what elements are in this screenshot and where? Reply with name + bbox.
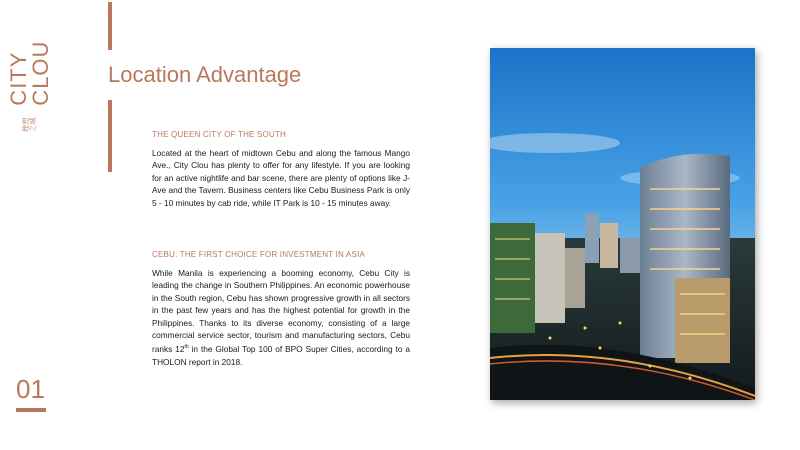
section-body: Located at the heart of midtown Cebu and along the famous Mango Ave., City Clou has plenty to offer for any lifestyle. If you are looking for an active nightlife and bar scene, there are plenty of options like J-Ave and the Tavern. Business centers like Cebu Business Park is only 5 - 10 minutes by cab ride, while IT Park is 10 - 15 minutes away. xyxy=(152,148,410,208)
page-title: Location Advantage xyxy=(108,62,302,87)
section-heading: CEBU: THE FIRST CHOICE FOR INVESTMENT IN ASIA xyxy=(152,250,366,259)
brand-tagline: 理想之城 xyxy=(23,117,37,132)
section-body-part: While Manila is experiencing a booming economy, Cebu City is leading the change in Southern Philippines. An economic powerhouse in the South region, Cebu has shown progressive growth in all sectors in the past few years and has the highest potential for growth in the Philippines. Thanks to its diverse economy, consisting of a large commercial service sector, tourism and manufacturing sectors, Cebu ranks 12 xyxy=(152,268,410,355)
page-number: 01 xyxy=(16,374,45,404)
accent-bar-top xyxy=(108,2,112,50)
brand-logo xyxy=(6,12,53,132)
city-skyline-photo xyxy=(490,48,755,400)
section-queen-city xyxy=(152,130,410,209)
ordinal-suffix: th xyxy=(184,344,189,351)
section-body xyxy=(152,267,410,368)
brand-name: CITY CLOU xyxy=(6,40,53,106)
section-investment xyxy=(152,250,410,368)
section-heading: THE QUEEN CITY OF THE SOUTH xyxy=(152,130,287,139)
section-body-part: in the Global Top 100 of BPO Super Cities, according to a THOLON report in 2018. xyxy=(152,344,410,367)
accent-bar-middle xyxy=(108,100,112,172)
page-number-underline xyxy=(16,408,46,412)
